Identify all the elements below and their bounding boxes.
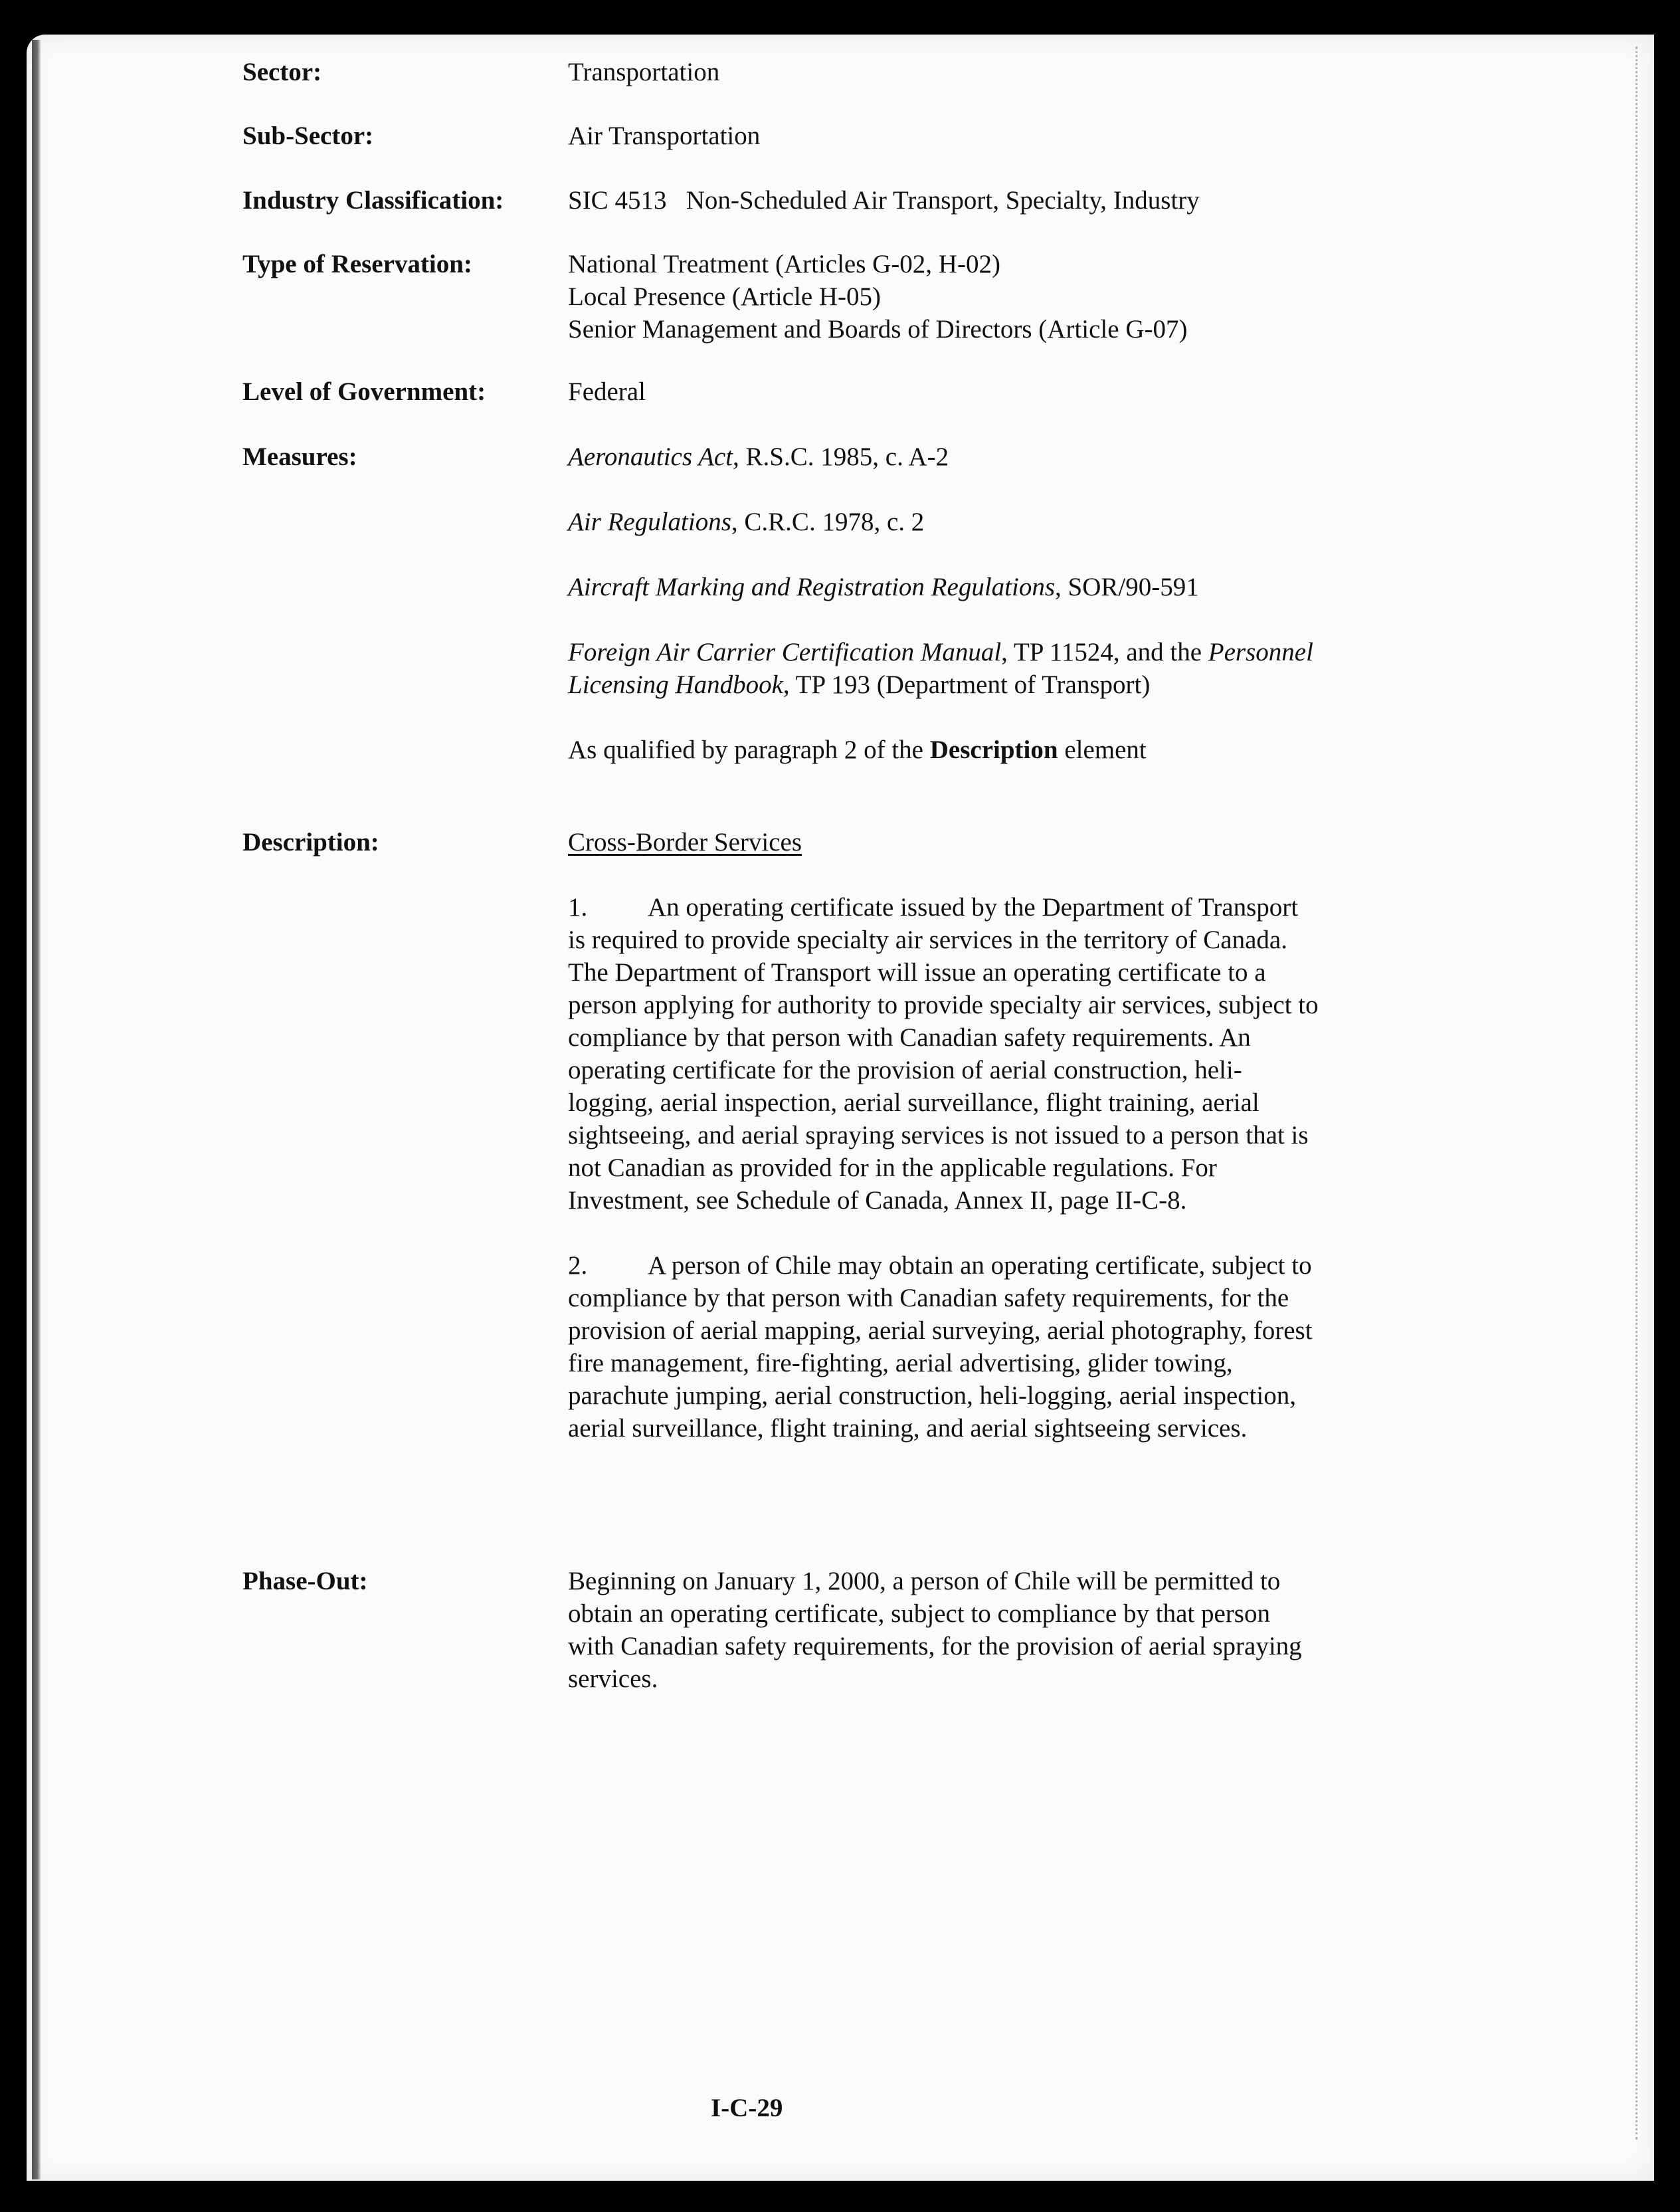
measures-label: Measures: [242, 443, 357, 471]
measures-list [568, 441, 1319, 799]
description-body [568, 826, 1319, 1445]
description-paragraph-1: 1. An operating certificate issued by the Department of Transport is required to provide specialty air services in the territory of Canada. The Department of Transport will issue an operating certificate to a person applying for authority to provide specialty air services, subject to compliance by that person with Canadian safety requirements. An operating certificate for the provision of aerial construction, heli-logging, aerial inspection, aerial surveillance, flight training, aerial sightseeing, and aerial spraying services is not issued to a person that is not Canadian as provided for in the applicable regulations. For Investment, see Schedule of Canada, Annex II, page II-C-8. [568, 893, 1319, 1215]
description-label: Description: [242, 828, 379, 856]
reservation-line: National Treatment (Articles G-02, H-02) [568, 250, 1000, 278]
industry-classification-label: Industry Classification: [242, 186, 504, 215]
description-paragraph-2: 2. A person of Chile may obtain an operating certificate, subject to compliance by that person with Canadian safety requirements, for the provision of aerial mapping, aerial surveying, aerial photography, forest fire management, fire-fighting, aerial advertising, glider towing, parachute jumping, aerial construction, heli-logging, aerial inspection, aerial surveillance, flight training, and aerial sightseeing services. [568, 1251, 1313, 1443]
type-of-reservation-label: Type of Reservation: [242, 250, 472, 278]
sector-value: Transportation [568, 58, 720, 86]
page-number: I-C-29 [711, 2094, 783, 2122]
sector-label: Sector: [242, 58, 322, 86]
reservation-line: Local Presence (Article H-05) [568, 282, 882, 311]
measure-item: As qualified by paragraph 2 of the Description element [568, 736, 1147, 764]
scan-right-edge [1635, 47, 1641, 2140]
description-heading: Cross-Border Services [568, 828, 802, 856]
sub-sector-label: Sub-Sector: [242, 122, 374, 150]
phase-out-text: Beginning on January 1, 2000, a person of Chile will be permitted to obtain an operating certificate, subject to compliance by that person with Canadian safety requirements, for the provision of aerial spraying services. [568, 1567, 1302, 1693]
level-of-government-value: Federal [568, 377, 646, 406]
level-of-government-label: Level of Government: [242, 377, 486, 406]
scan-left-edge [32, 40, 41, 2179]
measure-item: Aircraft Marking and Registration Regulations, SOR/90-591 [568, 573, 1199, 601]
measure-item: Foreign Air Carrier Certification Manual, TP 11524, and the Personnel Licensing Handbook, TP 193 (Department of Transport) [568, 638, 1313, 699]
type-of-reservation-value [568, 248, 1319, 346]
sic-description: Non-Scheduled Air Transport, Specialty, Industry [686, 186, 1200, 215]
sic-code: SIC 4513 [568, 186, 667, 215]
measure-item: Air Regulations, C.R.C. 1978, c. 2 [568, 508, 925, 536]
sub-sector-value: Air Transportation [568, 122, 761, 150]
industry-classification-value [568, 184, 1319, 217]
phase-out-label: Phase-Out: [242, 1567, 368, 1595]
measure-item: Aeronautics Act, R.S.C. 1985, c. A-2 [568, 443, 949, 471]
reservation-line: Senior Management and Boards of Directors (Article G-07) [568, 315, 1188, 344]
